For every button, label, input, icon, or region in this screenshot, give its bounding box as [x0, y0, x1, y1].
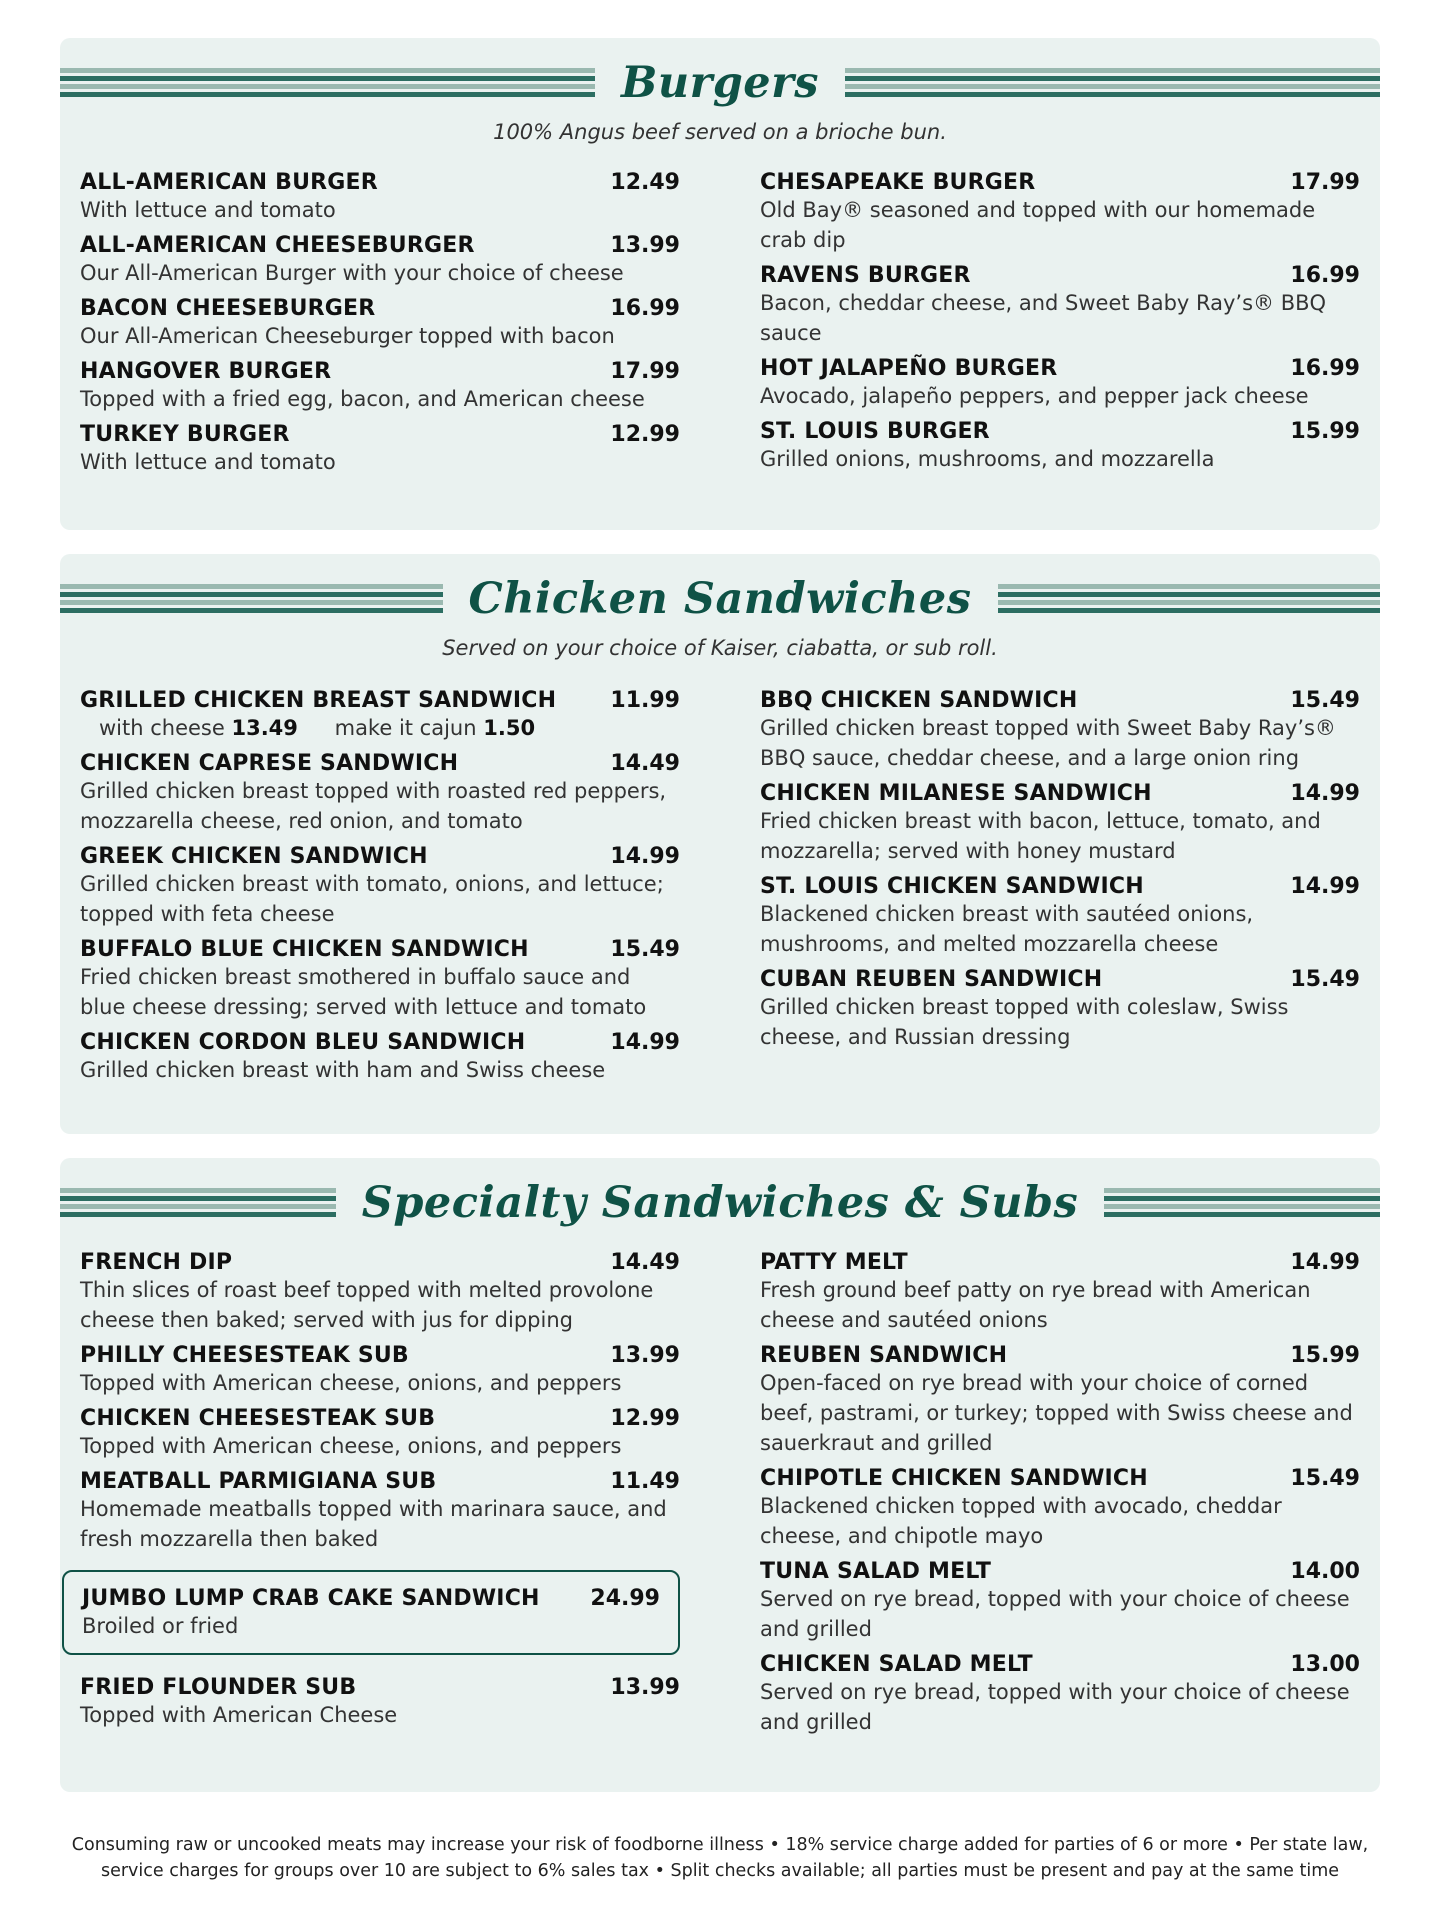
item-name: CHICKEN CAPRESE SANDWICH [80, 751, 459, 776]
item-price: 11.49 [610, 1469, 680, 1494]
item-name: CHICKEN MILANESE SANDWICH [760, 781, 1152, 806]
item-description: Fresh ground beef patty on rye bread with American cheese and sautéed onions [760, 1278, 1311, 1332]
item-description: Topped with American cheese, onions, and peppers [80, 1434, 622, 1458]
item-description: Topped with American cheese, onions, and peppers [80, 1371, 622, 1395]
menu-item [760, 263, 1360, 348]
section-title: Chicken Sandwiches [468, 574, 972, 624]
item-name: ST. LOUIS CHICKEN SANDWICH [760, 874, 1144, 899]
item-description: Thin slices of roast beef topped with melted provolone cheese then baked; served with jus for dipping [80, 1278, 654, 1332]
menu-column-right [760, 1250, 1360, 1745]
section-header [60, 566, 1380, 632]
item-name: CHICKEN SALAD MELT [760, 1652, 1033, 1677]
menu-item [760, 781, 1360, 866]
item-price: 12.49 [610, 170, 680, 195]
section-burgers [60, 38, 1380, 530]
menu-item [760, 874, 1360, 959]
item-price: 14.49 [610, 1250, 680, 1275]
menu-item [80, 1343, 680, 1398]
item-name: CHICKEN CORDON BLEU SANDWICH [80, 1030, 526, 1055]
item-description: Homemade meatballs topped with marinara sauce, and fresh mozzarella then baked [80, 1497, 667, 1551]
item-price: 15.49 [1290, 1466, 1360, 1491]
item-price: 15.49 [610, 937, 680, 962]
section-header [60, 50, 1380, 116]
menu-column-left [80, 688, 680, 1093]
menu-item [80, 1675, 680, 1730]
item-name: RAVENS BURGER [760, 263, 971, 288]
menu-item [80, 1469, 680, 1554]
item-name: CHIPOTLE CHICKEN SANDWICH [760, 1466, 1148, 1491]
item-description: Fried chicken breast with bacon, lettuce, tomato, and mozzarella; served with honey mustard [760, 809, 1321, 863]
item-description: Grilled chicken breast with tomato, onions, and lettuce; topped with feta cheese [80, 872, 664, 926]
decorative-stripes [60, 584, 443, 614]
menu-item [760, 1559, 1360, 1644]
item-price: 13.99 [610, 1343, 680, 1368]
item-description: Topped with American Cheese [80, 1703, 398, 1727]
item-price: 12.99 [610, 422, 680, 447]
section-subtitle: Served on your choice of Kaiser, ciabatta, or sub roll. [442, 636, 998, 660]
item-name: CUBAN REUBEN SANDWICH [760, 967, 1103, 992]
menu-item [760, 1343, 1360, 1458]
option-label: make it cajun [334, 716, 477, 740]
menu-item [80, 751, 680, 836]
decorative-stripes [998, 584, 1381, 614]
option-label: with cheese [99, 716, 225, 740]
item-name: HANGOVER BURGER [80, 359, 332, 384]
item-name: BUFFALO BLUE CHICKEN SANDWICH [80, 937, 529, 962]
menu-item [760, 967, 1360, 1052]
menu-column-right [760, 688, 1360, 1060]
option-price: 13.49 [231, 716, 298, 740]
menu-item [760, 356, 1360, 411]
menu-item [760, 1466, 1360, 1551]
item-price: 17.99 [1290, 170, 1360, 195]
item-name: JUMBO LUMP CRAB CAKE SANDWICH [82, 1586, 540, 1611]
menu-item [760, 419, 1360, 474]
option-price: 1.50 [483, 716, 536, 740]
section-chicken-sandwiches [60, 554, 1380, 1134]
section-specialty-sandwiches [60, 1158, 1380, 1792]
item-price: 13.99 [610, 1675, 680, 1700]
item-price: 15.49 [1290, 688, 1360, 713]
item-price: 14.00 [1290, 1559, 1360, 1584]
menu-item [760, 170, 1360, 255]
decorative-stripes [60, 1188, 336, 1218]
item-name: PATTY MELT [760, 1250, 908, 1275]
item-description: Avocado, jalapeño peppers, and pepper jack cheese [760, 384, 1309, 408]
item-description: Bacon, cheddar cheese, and Sweet Baby Ray’s® BBQ sauce [760, 291, 1327, 345]
item-name: GRILLED CHICKEN BREAST SANDWICH [80, 688, 557, 713]
item-price: 14.99 [610, 844, 680, 869]
item-name: REUBEN SANDWICH [760, 1343, 1008, 1368]
menu-item [80, 233, 680, 288]
section-header [60, 1170, 1380, 1236]
item-description: Grilled onions, mushrooms, and mozzarella [760, 447, 1215, 471]
item-price: 13.00 [1290, 1652, 1360, 1677]
menu-item [80, 359, 680, 414]
item-name: GREEK CHICKEN SANDWICH [80, 844, 428, 869]
item-price: 16.99 [1290, 356, 1360, 381]
item-description: Open-faced on rye bread with your choice of corned beef, pastrami, or turkey; topped with Swiss cheese and sauerkraut and grilled [760, 1371, 1353, 1455]
menu-item [80, 937, 680, 1022]
decorative-stripes [1104, 1188, 1380, 1218]
item-description: With lettuce and tomato [80, 450, 336, 474]
item-name: TURKEY BURGER [80, 422, 290, 447]
featured-menu-item [62, 1570, 680, 1655]
item-name: BACON CHEESEBURGER [80, 296, 376, 321]
item-price: 14.49 [610, 751, 680, 776]
menu-item [760, 1652, 1360, 1737]
footer-line: Consuming raw or uncooked meats may increase your risk of foodborne illness • 18% service charge added for parties of 6 or more • Per state law, [71, 1835, 1369, 1855]
footer-disclaimer [20, 1832, 1420, 1884]
item-price: 16.99 [610, 296, 680, 321]
item-price: 24.99 [590, 1586, 660, 1611]
item-price: 12.99 [610, 1406, 680, 1431]
item-name: FRIED FLOUNDER SUB [80, 1675, 357, 1700]
item-description: Grilled chicken breast topped with coleslaw, Swiss cheese, and Russian dressing [760, 995, 1289, 1049]
section-title: Specialty Sandwiches & Subs [361, 1178, 1079, 1228]
item-description: Broiled or fried [82, 1614, 239, 1638]
item-price: 13.99 [610, 233, 680, 258]
item-name: ALL-AMERICAN CHEESEBURGER [80, 233, 475, 258]
item-description: Grilled chicken breast topped with Sweet Baby Ray’s® BBQ sauce, cheddar cheese, and a large onion ring [760, 716, 1336, 770]
item-price: 15.49 [1290, 967, 1360, 992]
footer-line: service charges for groups over 10 are subject to 6% sales tax • Split checks available; all parties must be present and pay at the same time [100, 1861, 1340, 1881]
section-subtitle: 100% Angus beef served on a brioche bun. [493, 120, 947, 144]
menu-item [80, 1030, 680, 1085]
decorative-stripes [845, 68, 1380, 98]
item-description: Old Bay® seasoned and topped with our homemade crab dip [760, 198, 1316, 252]
menu-item [80, 688, 680, 743]
item-description: Grilled chicken breast topped with roasted red peppers, mozzarella cheese, red onion, and tomato [80, 779, 667, 833]
item-description: Blackened chicken topped with avocado, cheddar cheese, and chipotle mayo [760, 1494, 1282, 1548]
menu-item [80, 1250, 680, 1335]
item-price: 14.99 [610, 1030, 680, 1055]
decorative-stripes [60, 68, 595, 98]
menu-item [80, 422, 680, 477]
item-name: ST. LOUIS BURGER [760, 419, 990, 444]
item-name: CHESAPEAKE BURGER [760, 170, 1036, 195]
section-title: Burgers [620, 58, 820, 108]
item-name: CHICKEN CHEESESTEAK SUB [80, 1406, 436, 1431]
menu-column-left [80, 170, 680, 485]
item-description: Grilled chicken breast with ham and Swiss cheese [80, 1058, 606, 1082]
menu-item [80, 844, 680, 929]
item-name: TUNA SALAD MELT [760, 1559, 992, 1584]
menu-item [80, 170, 680, 225]
item-name: MEATBALL PARMIGIANA SUB [80, 1469, 437, 1494]
item-price: 15.99 [1290, 1343, 1360, 1368]
item-description: Served on rye bread, topped with your choice of cheese and grilled [760, 1680, 1350, 1734]
item-price: 14.99 [1290, 874, 1360, 899]
item-name: HOT JALAPEÑO BURGER [760, 356, 1058, 381]
item-description: Blackened chicken breast with sautéed onions, mushrooms, and melted mozzarella cheese [760, 902, 1254, 956]
menu-item [80, 1406, 680, 1461]
item-description: With lettuce and tomato [80, 198, 336, 222]
item-price: 15.99 [1290, 419, 1360, 444]
item-name: BBQ CHICKEN SANDWICH [760, 688, 1078, 713]
item-description: Topped with a fried egg, bacon, and American cheese [80, 387, 645, 411]
menu-column-right [760, 170, 1360, 482]
menu-item [80, 296, 680, 351]
menu-column-left [80, 1250, 680, 1738]
menu-item [760, 1250, 1360, 1335]
item-price: 17.99 [610, 359, 680, 384]
item-description: Served on rye bread, topped with your choice of cheese and grilled [760, 1587, 1350, 1641]
item-name: ALL-AMERICAN BURGER [80, 170, 378, 195]
item-description: Fried chicken breast smothered in buffalo sauce and blue cheese dressing; served with lettuce and tomato [80, 965, 647, 1019]
item-options [80, 713, 680, 743]
item-price: 14.99 [1290, 781, 1360, 806]
item-name: FRENCH DIP [80, 1250, 233, 1275]
item-description: Our All-American Burger with your choice of cheese [80, 261, 624, 285]
menu-item [760, 688, 1360, 773]
item-price: 11.99 [610, 688, 680, 713]
item-name: PHILLY CHEESESTEAK SUB [80, 1343, 409, 1368]
item-price: 14.99 [1290, 1250, 1360, 1275]
item-description: Our All-American Cheeseburger topped with bacon [80, 324, 615, 348]
item-price: 16.99 [1290, 263, 1360, 288]
